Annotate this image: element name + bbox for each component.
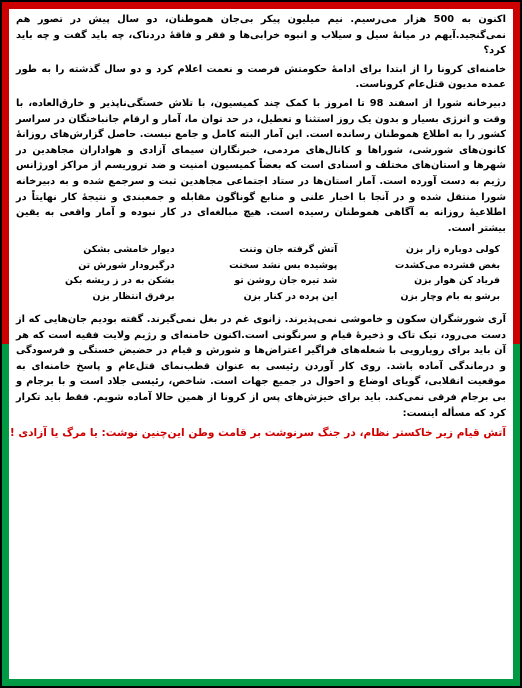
- slogan-line: آتش قیام زیر خاکستر نظام، در جنگ سرنوشت بر قامت وطن این‌چنین نوشت: یا مرگ یا آزادی !: [9, 427, 506, 440]
- poem-column-middle: [185, 242, 338, 304]
- poem-line: دیوار خامشی بشکن: [83, 244, 175, 256]
- poem-column-left: [22, 242, 175, 304]
- paragraph-intro: اکنون به 500 هزار می‌رسیم. نیم میلیون پیکر بی‌جان هموطنان، دو سال پیش در تصور هم نمی‌گنجید.آیهم در میانهٔ سیل و سیلاب و انبوه خرابی‌ها و فقر و فاقهٔ دردناک، چه باید گفت و چه باید کرد؟: [16, 14, 506, 57]
- paragraph-khamenei: خامنه‌ای کرونا را از ابتدا برای ادامهٔ حکومتش فرصت و نعمت اعلام کرد و دو سال گذشته را به طور عمده مدیون قتل‌عام کروناست.: [16, 63, 506, 91]
- poem-line: برشو به بام وچار بزن: [400, 290, 500, 302]
- poem-line: این پرده در کنار بزن: [243, 290, 338, 302]
- poem-column-right: [347, 242, 500, 304]
- paragraph-secretariat: دبیرخانه شورا از اسفند 98 تا امروز با کمک چند کمیسیون، با تلاش خستگی‌ناپذیر و خارق‌العاده، با وقت و انرژی بسیار و بدون یک روز استثنا و تعطیل، در حد توان ما، آمار و ارقام جانباختگان در سراسر کشور را به اطلاع هموطنان رسانده است. این آمار البته کامل و جامع نیست. حاصل گزارش‌های روزانهٔ کانون‌های شورشی، شوراها و کانال‌های مردمی، خبرنگاران سیمای آزادی و هواداران مجاهدین در شهرها و استان‌های مختلف و اسنادی است که بعضاً کمیسیون امنیت و ضد تروریسم از مراکز اورژانس رژیم به دست آورده است. آمار استان‌ها در ستاد اجتماعی مجاهدین ثبت و سرجمع شده و به دبیرخانه شورا منتقل شده و در آنجا با اخبار علنی و منابع گوناگون مقابله و جمعبندی و نتیجهٔ کار نهایتاً در اطلاعیهٔ روزانه به آگاهی هموطنان رسیده است. هیچ مبالغه‌ای در کار نبوده و آمار واقعی به یقین بیشتر است.: [16, 97, 506, 234]
- green-border-band: [2, 679, 520, 686]
- poem-line: برفرق انتظار بزن: [92, 290, 175, 302]
- poem-line: شد تیره جان روشن تو: [234, 275, 338, 287]
- right-border-band: [513, 9, 520, 679]
- poem-line: فریاد کن هوار بزن: [414, 275, 500, 287]
- article-body: [9, 12, 506, 674]
- poem-line: درگیرودار شورش تن: [78, 259, 175, 271]
- poem-block: [22, 242, 500, 304]
- red-border-band: [2, 2, 520, 9]
- left-border-band: [2, 9, 9, 679]
- poem-line: کولی دوباره زار بزن: [405, 244, 500, 256]
- poem-line: پوشیده بس نشد سخنت: [229, 259, 338, 271]
- paragraph-closing: آری شورشگران سکون و خاموشی نمی‌پذیرند. زانوی غم در بغل نمی‌گیرند. گفته بودیم جان‌هایی که از دست می‌رود، تیک تاک و ذخیرهٔ قیام و سرنگونی است.اکنون خامنه‌ای و رژیم ولایت فقیه است که هر آن باید برای رویارویی با شعله‌های فراگیر اعتراض‌ها و شورش و قیام در حضیض خستگی و فرسودگی و درماندگی آماده باشد. روی کار آوردن رئیسی به عنوان قطب‌نمای قتل‌عام و پاسخ خامنه‌ای به موقعیت انقلابی، گویای اوضاع و احوال در جمیع جهات است. شاخص، رئیسی جلاد است و با برجام و بی برجام فرقی نمی‌کند. باید برای خیزش‌های پس از کرونا از همین حالا آماده شویم. فقط باید تکرار کرد که مسأله اینست:: [16, 313, 506, 419]
- poem-line: آتش گرفته جان وتنت: [239, 244, 338, 256]
- poem-line: بغض فشرده می‌کشدت: [394, 259, 500, 271]
- poem-line: بشکن به در ز ریشه بکن: [65, 275, 175, 287]
